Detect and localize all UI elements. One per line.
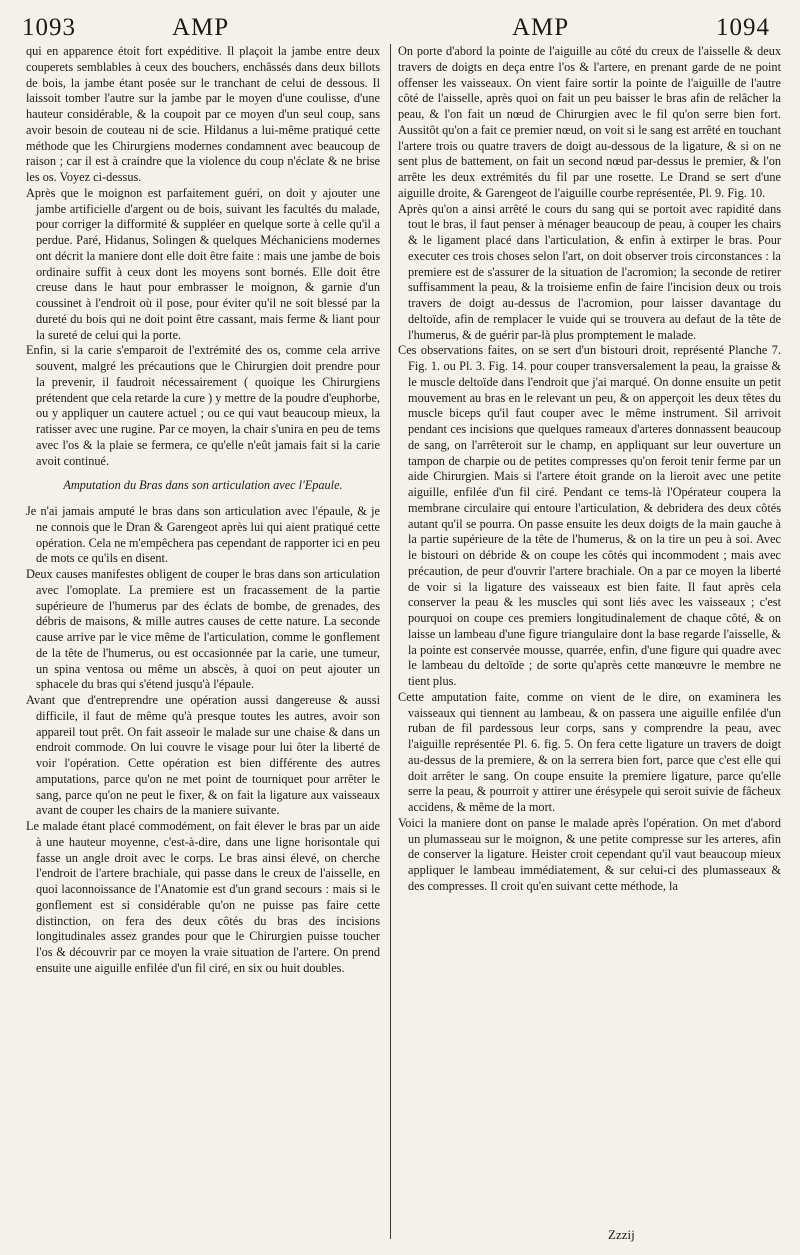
paragraph: Enfin, si la carie s'emparoit de l'extrémité des os, comme cela arrive souvent, malgré les précautions que le Chirurgien doit prendre pour la prevenir, il faudroit nécessairement ( quoique les Chirurgiens prétendent que cela retarde la cure ) y mettre de la poudre d'euphorbe, ou y appliquer un cautere actuel ; ou ce qui vaut beaucoup mieux, la ratisser avec une rugine. Par ce moyen, la chair s'unira en peu de tems avec l'os & la plaie se fermera, ce qu'elle n'eût jamais fait si la carie avoit continué.	[26, 343, 381, 468]
paragraph: Voici la maniere dont on panse le malade après l'opération. On met d'abord un plumasseau sur le moignon, & une petite compresse sur les arteres, afin de conserver la ligature. Heister croit cependant qu'il vaut beaucoup mieux appliquer le lambeau immédiatement, & sur celui-ci des plumasseaux & des compresses. Il croit qu'en suivant cette méthode, la	[398, 815, 781, 893]
paragraph: Je n'ai jamais amputé le bras dans son articulation avec l'épaule, & je ne connois que le Dran & Garengeot après lui qui aient pratiqué cette opération. Cela ne m'empêchera pas cependant de rapporter ici en peu de mots ce qu'ils en disent.	[26, 504, 380, 566]
page-number-right: 1094	[716, 14, 770, 41]
paragraph: On porte d'abord la pointe de l'aiguille au côté du creux de l'aisselle & deux travers de doigts en deça entre l'os & l'artere, en prenant garde de ne point offenser les vaisseaux. On vient faire sortir la pointe de l'aiguille de l'autre côté de l'aisselle, après quoi on fait un peu baisser le bras afin de relâcher la peau, & l'on fait un nœud de Chirurgien avec le fil qu'on serre bien fort. Aussitôt qu'on a fait ce premier nœud, on voit si le sang est arrêté en touchant l'artere trois ou quatre travers de doigt au-dessous de la ligature, & si on ne sent plus de battement, on fait un second nœud par-dessus le premier, & l'on arrête les deux extrémités du fil par une rosette. Le Drand se sert d'une aiguille droite, & Garengeot de l'aiguille courbe représentée, Pl. 9. Fig. 10.	[398, 44, 781, 200]
paragraph: Cette amputation faite, comme on vient de le dire, on examinera les vaisseaux qui tiennent au lambeau, & on passera une aiguille enfilée d'un ruban de fil pardessous leur corps, sans y comprendre la peau, avec l'aiguille représentée Pl. 6. fig. 5. On fera cette ligature un travers de doigt au-dessus de la premiere, & on la serrera bien fort, parce que c'est elle qui doit arrêter le sang. On coupe ensuite la premiere ligature, parce qu'elle serre la peau, & pourroit y attirer une érésypele qui seroit suivie de fâcheux accidens, & même de la mort.	[398, 689, 781, 814]
running-title-right: AMP	[512, 14, 570, 41]
page-number-left: 1093	[22, 14, 76, 41]
column-divider	[390, 44, 391, 1239]
paragraph: Après qu'on a ainsi arrêté le cours du sang qui se portoit avec rapidité dans tout le bras, il faut penser à ménager beaucoup de peau, à couper les chairs & le ligament placé dans l'articulation, & enfin à extirper le bras. Pour executer ces trois choses selon l'art, on doit observer trois circonstances : la premiere est de s'assurer de la situation de l'acromion; la seconde de retirer suffisamment la peau, & la troisieme enfin de faire l'incision deux ou trois travers de doigt au-dessus de l'acromion, pour laisser davantage du deltoïde, afin de remplacer le vuide qui se trouvera au defaut de la tête de l'humerus, & de guérir par-là plus promptement le malade.	[398, 201, 781, 342]
right-column	[398, 44, 781, 895]
paragraph: Avant que d'entreprendre une opération aussi dangereuse & aussi difficile, il faut de même qu'à presque toutes les autres, avoir son appareil tout prêt. On fait asseoir le malade sur une chaise & dans un endroit commode. On lui couvre le visage pour lui ôter la liberté de voir l'opération. Cette opération est bien différente des autres amputations, parce qu'on ne met point de tourniquet pour arrêter le sang, parce qu'on ne peut le fixer, & on fait la ligature aux vaisseaux avant de couper les chairs de la maniere suivante.	[26, 693, 380, 818]
section-heading: Amputation du Bras dans son articulation avec l'Epaule.	[63, 478, 343, 493]
running-title-left: AMP	[172, 14, 230, 41]
left-column	[26, 44, 380, 977]
signature-mark: Zzzij	[608, 1227, 635, 1242]
paragraph: Deux causes manifestes obligent de couper le bras dans son articulation avec l'omoplate. La premiere est un fracassement de la partie supérieure de l'humerus par des éclats de bombe, de grenades, des débris de maisons, & mille autres causes de cette nature. La seconde cause arrive par le vice même de l'articulation, comme le gonflement de la tête de l'humerus, ou est occasionnée par la carie, une tumeur, un spina ventosa ou même un abscès, à quoi on peut ajouter un sphacele du bras qui s'étend jusqu'à l'épaule.	[26, 567, 380, 692]
paragraph: qui en apparence étoit fort expéditive. Il plaçoit la jambe entre deux couperets semblables à ceux des bouchers, enchâssés dans deux billots de bois, la jambe étant posée sur le tranchant de celui de dessous. Il laissoit tomber l'autre sur la jambe par le moyen d'une coulisse, d'une hauteur considérable, & la coupoit par ce moyen d'un seul coup, sans avoir besoin de couteau ni de scie. Hildanus a lui-même pratiqué cette méthode que les Chirurgiens modernes condamnent avec beaucoup de raison ; car il est à craindre que la violence du coup n'éclate & ne brise les os. Voyez ci-dessus.	[26, 44, 380, 184]
paragraph: Le malade étant placé commodément, on fait élever le bras par un aide à une hauteur moyenne, c'est-à-dire, dans une ligne horisontale qui fasse un angle droit avec le corps. Le bras ainsi élevé, on cherche l'endroit de l'artere brachiale, qui passe dans le creux de l'aisselle, en quoi laconnoissance de l'Anatomie est d'un grand secours : mais si le gonflement est si considérable qu'on ne puisse pas faire cette distinction, on fera des deux côtés du bras des incisions longitudinales assez grandes pour que le Chirurgien puisse toucher l'os & découvrir par ce moyen la vraie situation de l'artere. On prend ensuite une aiguille enfilée d'un fil ciré, en six ou huit doubles.	[26, 819, 380, 975]
paragraph: Ces observations faites, on se sert d'un bistouri droit, représenté Planche 7. Fig. 1. ou Pl. 3. Fig. 14. pour couper transversalement la peau, la graisse & le muscle deltoïde dans l'endroit que j'ai marqué. On donne ensuite un petit mouvement au bras en le relevant un peu, & on apperçoit les deux têtes du muscle biceps qu'il faut couper avec le même instrument. Sil arrivoit pendant ces incisions que quelques rameaux d'arteres donnassent beaucoup de sang, on l'arrêteroit sur le champ, en appliquant sur leur ouverture un tampon de charpie ou de petites compresses qu'on feroit tenir ferme par un aide Chirurgien. Mais si l'artere étoit grande on la lieroit avec une petite aiguille, enfilée d'un fil ciré. Pendant ce tems-là l'Opérateur coupera la membrane circulaire qui entoure l'articulation, & debridera des deux côtés autant qu'il se pourra. On passe ensuite les deux doigts de la main gauche à la partie supérieure de la tête de l'humerus, & on la tire un peu à soi. Avec le bistouri on débride & on coupe les côtés qui incommodent ; mais avec précaution, de peur d'ouvrir l'artere brachiale. On a par ce moyen la liberté de voir si la ligature des vaisseaux est bien faite. Il faut après cela conserver la peau & les muscles qui sont liés avec les vaisseaux ; c'est pourquoi on coupe ces premiers longitudinalement de chaque côté, & on laisse un lambeau d'une figure triangulaire dont la base regarde l'aisselle, & la pointe est conservée mousse, quarrée, enfin, d'une figure qui quadre avec le lambeau du deltoïde ; de sorte qu'après cette manœuvre le membre ne tient plus.	[398, 343, 781, 688]
paragraph: Après que le moignon est parfaitement guéri, on doit y ajouter une jambe artificielle d'argent ou de bois, suivant les facultés du malade, pour corriger la difformité & suppléer en quelque sorte à celle qu'il a perdue. Paré, Hidanus, Solingen & quelques Méchaniciens modernes ont décrit la maniere dont elle doit être faite : mais une jambe de bois ordinaire suffit à ceux dont les moyens sont bornés. Elle doit être creuse dans le haut pour embrasser le moignon, & garnie d'un coussinet à l'endroit où il pose, pour éviter qu'il ne soit blessé par la dureté du bois qui ne doit point être cassant, mais ferme & liant pour la sureté de celui qui la porte.	[26, 185, 380, 342]
